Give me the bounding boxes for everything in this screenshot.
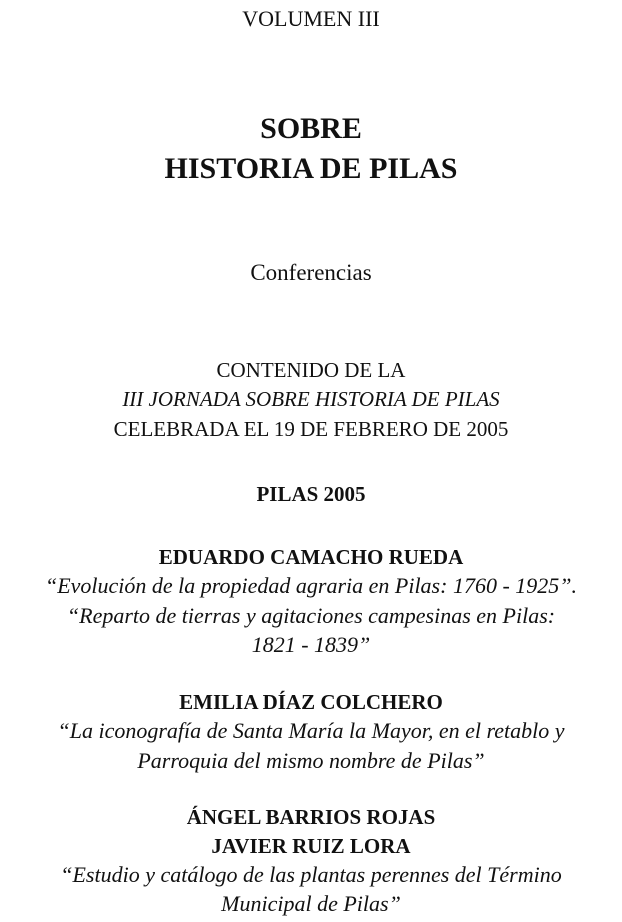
work-title-line: “La iconografía de Santa María la Mayor, en el retablo y	[57, 718, 565, 743]
book-title-line-2: HISTORIA DE PILAS	[164, 152, 458, 185]
contents-line-2: III JORNADA SOBRE HISTORIA DE PILAS	[122, 387, 500, 411]
work-title-line: Parroquia del mismo nombre de Pilas”	[137, 748, 485, 773]
contents-line-3: CELEBRADA EL 19 DE FEBRERO DE 2005	[113, 417, 509, 441]
author-name: JAVIER RUIZ LORA	[211, 834, 411, 858]
author-name: ÁNGEL BARRIOS ROJAS	[186, 805, 436, 829]
work-title-line: 1821 - 1839”	[251, 632, 371, 657]
book-title-line-1: SOBRE	[260, 112, 362, 145]
work-title-line: Municipal de Pilas”	[221, 891, 401, 916]
imprint: PILAS 2005	[256, 482, 366, 506]
work-title-line: “Reparto de tierras y agitaciones campesinas en Pilas:	[66, 603, 556, 628]
work-title-line: “Estudio y catálogo de las plantas perennes del Término	[60, 862, 562, 887]
author-name: EDUARDO CAMACHO RUEDA	[158, 545, 464, 569]
work-title-line: “Evolución de la propiedad agraria en Pilas: 1760 - 1925”.	[44, 573, 578, 598]
subtitle: Conferencias	[250, 260, 372, 285]
author-name: EMILIA DÍAZ COLCHERO	[179, 690, 443, 714]
volume-label: VOLUMEN III	[242, 6, 380, 31]
contents-line-1: CONTENIDO DE LA	[216, 358, 406, 382]
